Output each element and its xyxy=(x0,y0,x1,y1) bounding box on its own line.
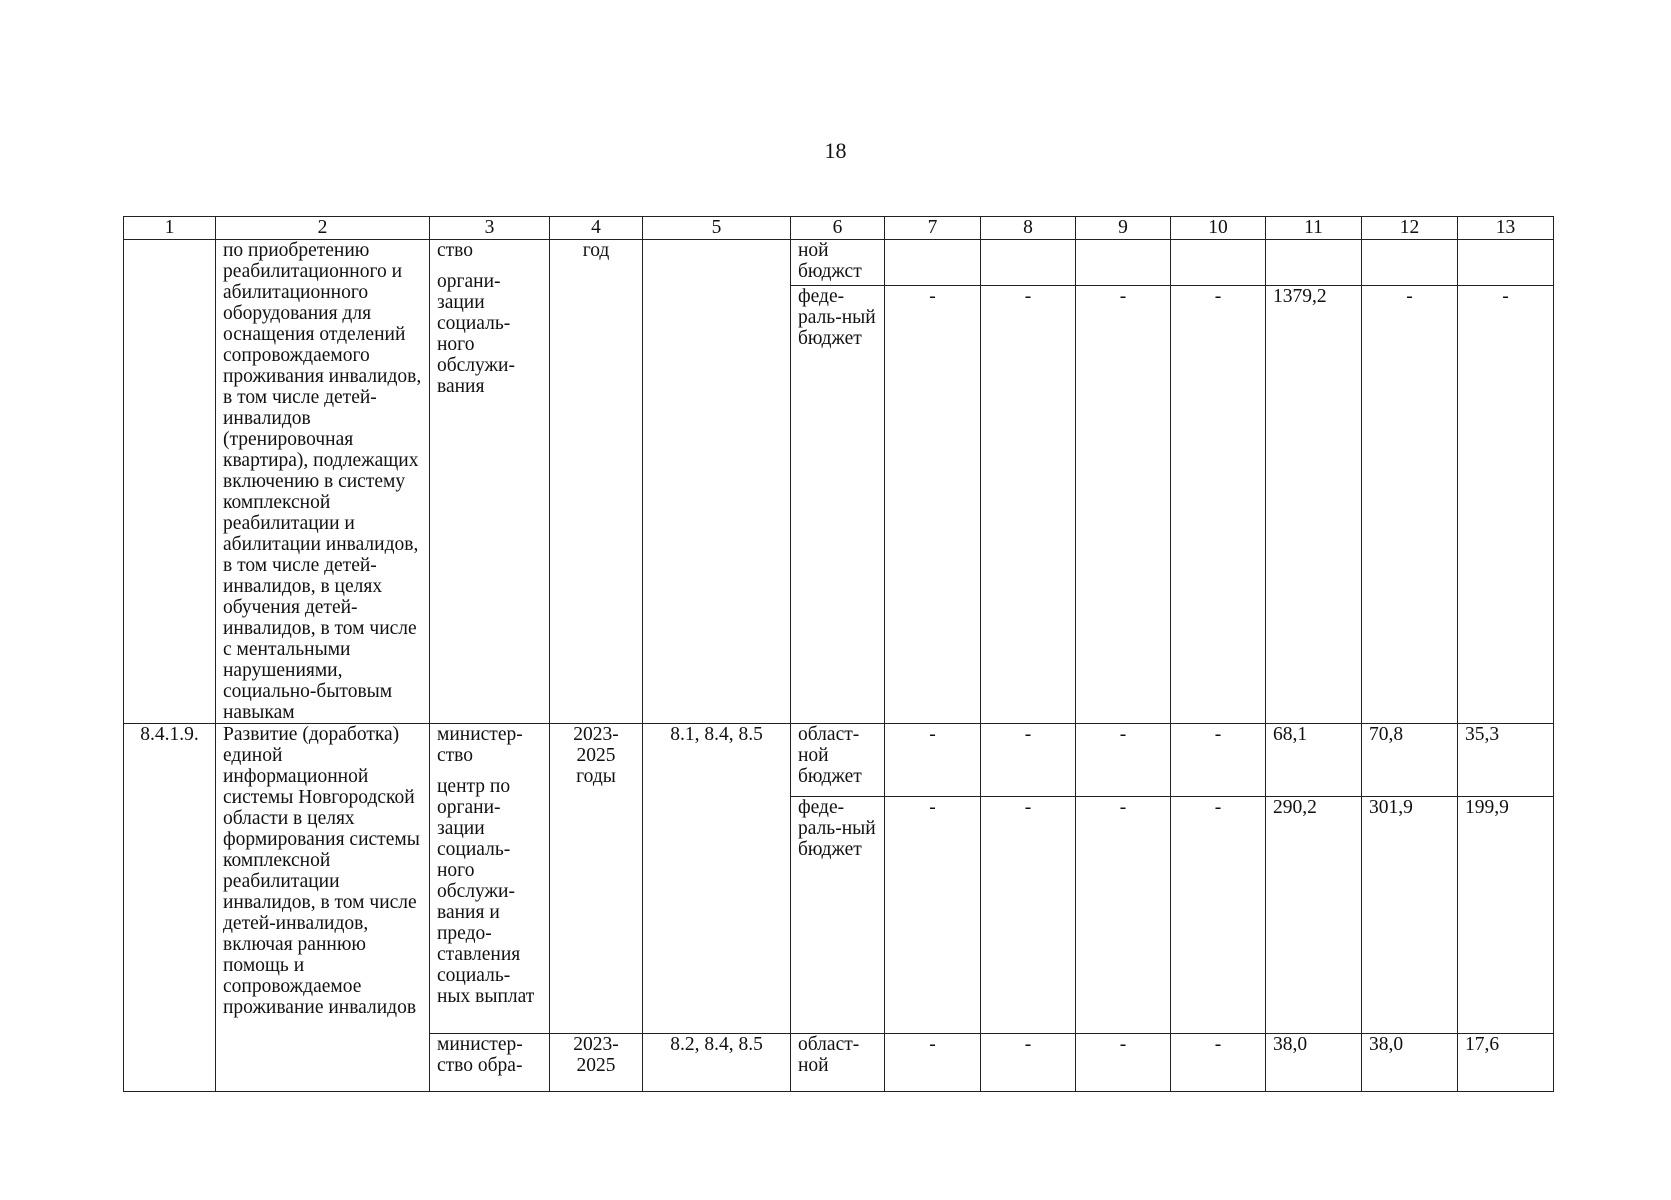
column-number: 3 xyxy=(430,217,550,240)
value-cell: - xyxy=(1076,797,1171,1034)
column-number: 6 xyxy=(791,217,885,240)
value-cell: 17,6 xyxy=(1458,1034,1554,1092)
value-cell: - xyxy=(1171,797,1266,1034)
value-cell: - xyxy=(981,797,1076,1034)
item-description: Развитие (доработка) единой информационной системы Новгородской области в целях формирования системы комплексной реабилитации инвалидов, в том числе детей-инвалидов, включая раннюю помощь и сопровождаемое проживание инвалидов xyxy=(216,724,430,1092)
column-number-row xyxy=(124,217,1554,240)
period-cell: 2023-2025 годы xyxy=(550,724,643,1034)
executor-text: органи-зации социаль-ного обслужи-вания xyxy=(437,271,515,397)
value-cell: - xyxy=(1076,724,1171,797)
funding-source: феде-раль-ный бюджет xyxy=(791,797,885,1034)
value-cell: - xyxy=(885,724,981,797)
column-number: 7 xyxy=(885,217,981,240)
funding-source: феде-раль-ный бюджет xyxy=(791,285,885,723)
value-cell: - xyxy=(1458,285,1554,723)
period-cell: 2023-2025 xyxy=(550,1034,643,1092)
column-number: 9 xyxy=(1076,217,1171,240)
period-cell: год xyxy=(550,240,643,724)
indicator-cell xyxy=(643,240,791,724)
column-number: 8 xyxy=(981,217,1076,240)
executor-text: ство xyxy=(437,240,474,261)
funding-source: област-ной бюджет xyxy=(791,724,885,797)
item-code-cell: 8.4.1.9. xyxy=(124,724,216,1092)
value-cell: - xyxy=(1171,724,1266,797)
value-cell: - xyxy=(1171,285,1266,723)
executor-cell xyxy=(430,240,550,724)
item-description: по приобретению реабилитационного и абилитационного оборудования для оснащения отделений сопровождаемого проживания инвалидов, в том числе детей-инвалидов (тренировочная квартира), подлежащих включению в систему комплексной реабилитации и абилитации инвалидов, в том числе детей-инвалидов, в целях обучения детей-инвалидов, в том числе с ментальными нарушениями, социально-бытовым навыкам xyxy=(216,240,430,724)
value-cell: 301,9 xyxy=(1362,797,1458,1034)
value-cell: - xyxy=(885,285,981,723)
item-code-cell xyxy=(124,240,216,724)
value-cell: 290,2 xyxy=(1266,797,1362,1034)
value-cell: - xyxy=(1076,1034,1171,1092)
value-cell: - xyxy=(1362,285,1458,723)
funding-source: ной бюджст xyxy=(791,240,885,286)
executor-cell: министер-ство обра- xyxy=(430,1034,550,1092)
value-cell: - xyxy=(885,1034,981,1092)
value-cell: - xyxy=(885,797,981,1034)
table-row xyxy=(124,240,1554,286)
column-number: 1 xyxy=(124,217,216,240)
value-cell xyxy=(1266,240,1362,286)
value-cell: 35,3 xyxy=(1458,724,1554,797)
value-cell: 70,8 xyxy=(1362,724,1458,797)
value-cell xyxy=(1458,240,1554,286)
value-cell xyxy=(1362,240,1458,286)
value-cell xyxy=(885,240,981,286)
value-cell xyxy=(1171,240,1266,286)
column-number: 11 xyxy=(1266,217,1362,240)
value-cell: - xyxy=(981,285,1076,723)
value-cell xyxy=(1076,240,1171,286)
column-number: 12 xyxy=(1362,217,1458,240)
indicator-cell: 8.1, 8.4, 8.5 xyxy=(643,724,791,1034)
executor-text: министер-ство xyxy=(437,724,523,766)
value-cell: 1379,2 xyxy=(1266,285,1362,723)
value-cell: - xyxy=(981,1034,1076,1092)
page-number: 18 xyxy=(824,138,847,163)
value-cell: 199,9 xyxy=(1458,797,1554,1034)
table-row xyxy=(124,724,1554,797)
column-number: 10 xyxy=(1171,217,1266,240)
column-number: 4 xyxy=(550,217,643,240)
column-number: 5 xyxy=(643,217,791,240)
column-number: 2 xyxy=(216,217,430,240)
value-cell: 38,0 xyxy=(1362,1034,1458,1092)
value-cell: - xyxy=(1171,1034,1266,1092)
indicator-cell: 8.2, 8.4, 8.5 xyxy=(643,1034,791,1092)
value-cell xyxy=(981,240,1076,286)
executor-cell xyxy=(430,724,550,1034)
value-cell: - xyxy=(981,724,1076,797)
value-cell: 68,1 xyxy=(1266,724,1362,797)
column-number: 13 xyxy=(1458,217,1554,240)
value-cell: 38,0 xyxy=(1266,1034,1362,1092)
executor-text: центр по органи-зации социаль-ного обслужи-вания и предо-ставления социаль-ных выплат xyxy=(437,776,535,1007)
value-cell: - xyxy=(1076,285,1171,723)
program-table xyxy=(123,216,1554,1092)
funding-source: област-ной xyxy=(791,1034,885,1092)
